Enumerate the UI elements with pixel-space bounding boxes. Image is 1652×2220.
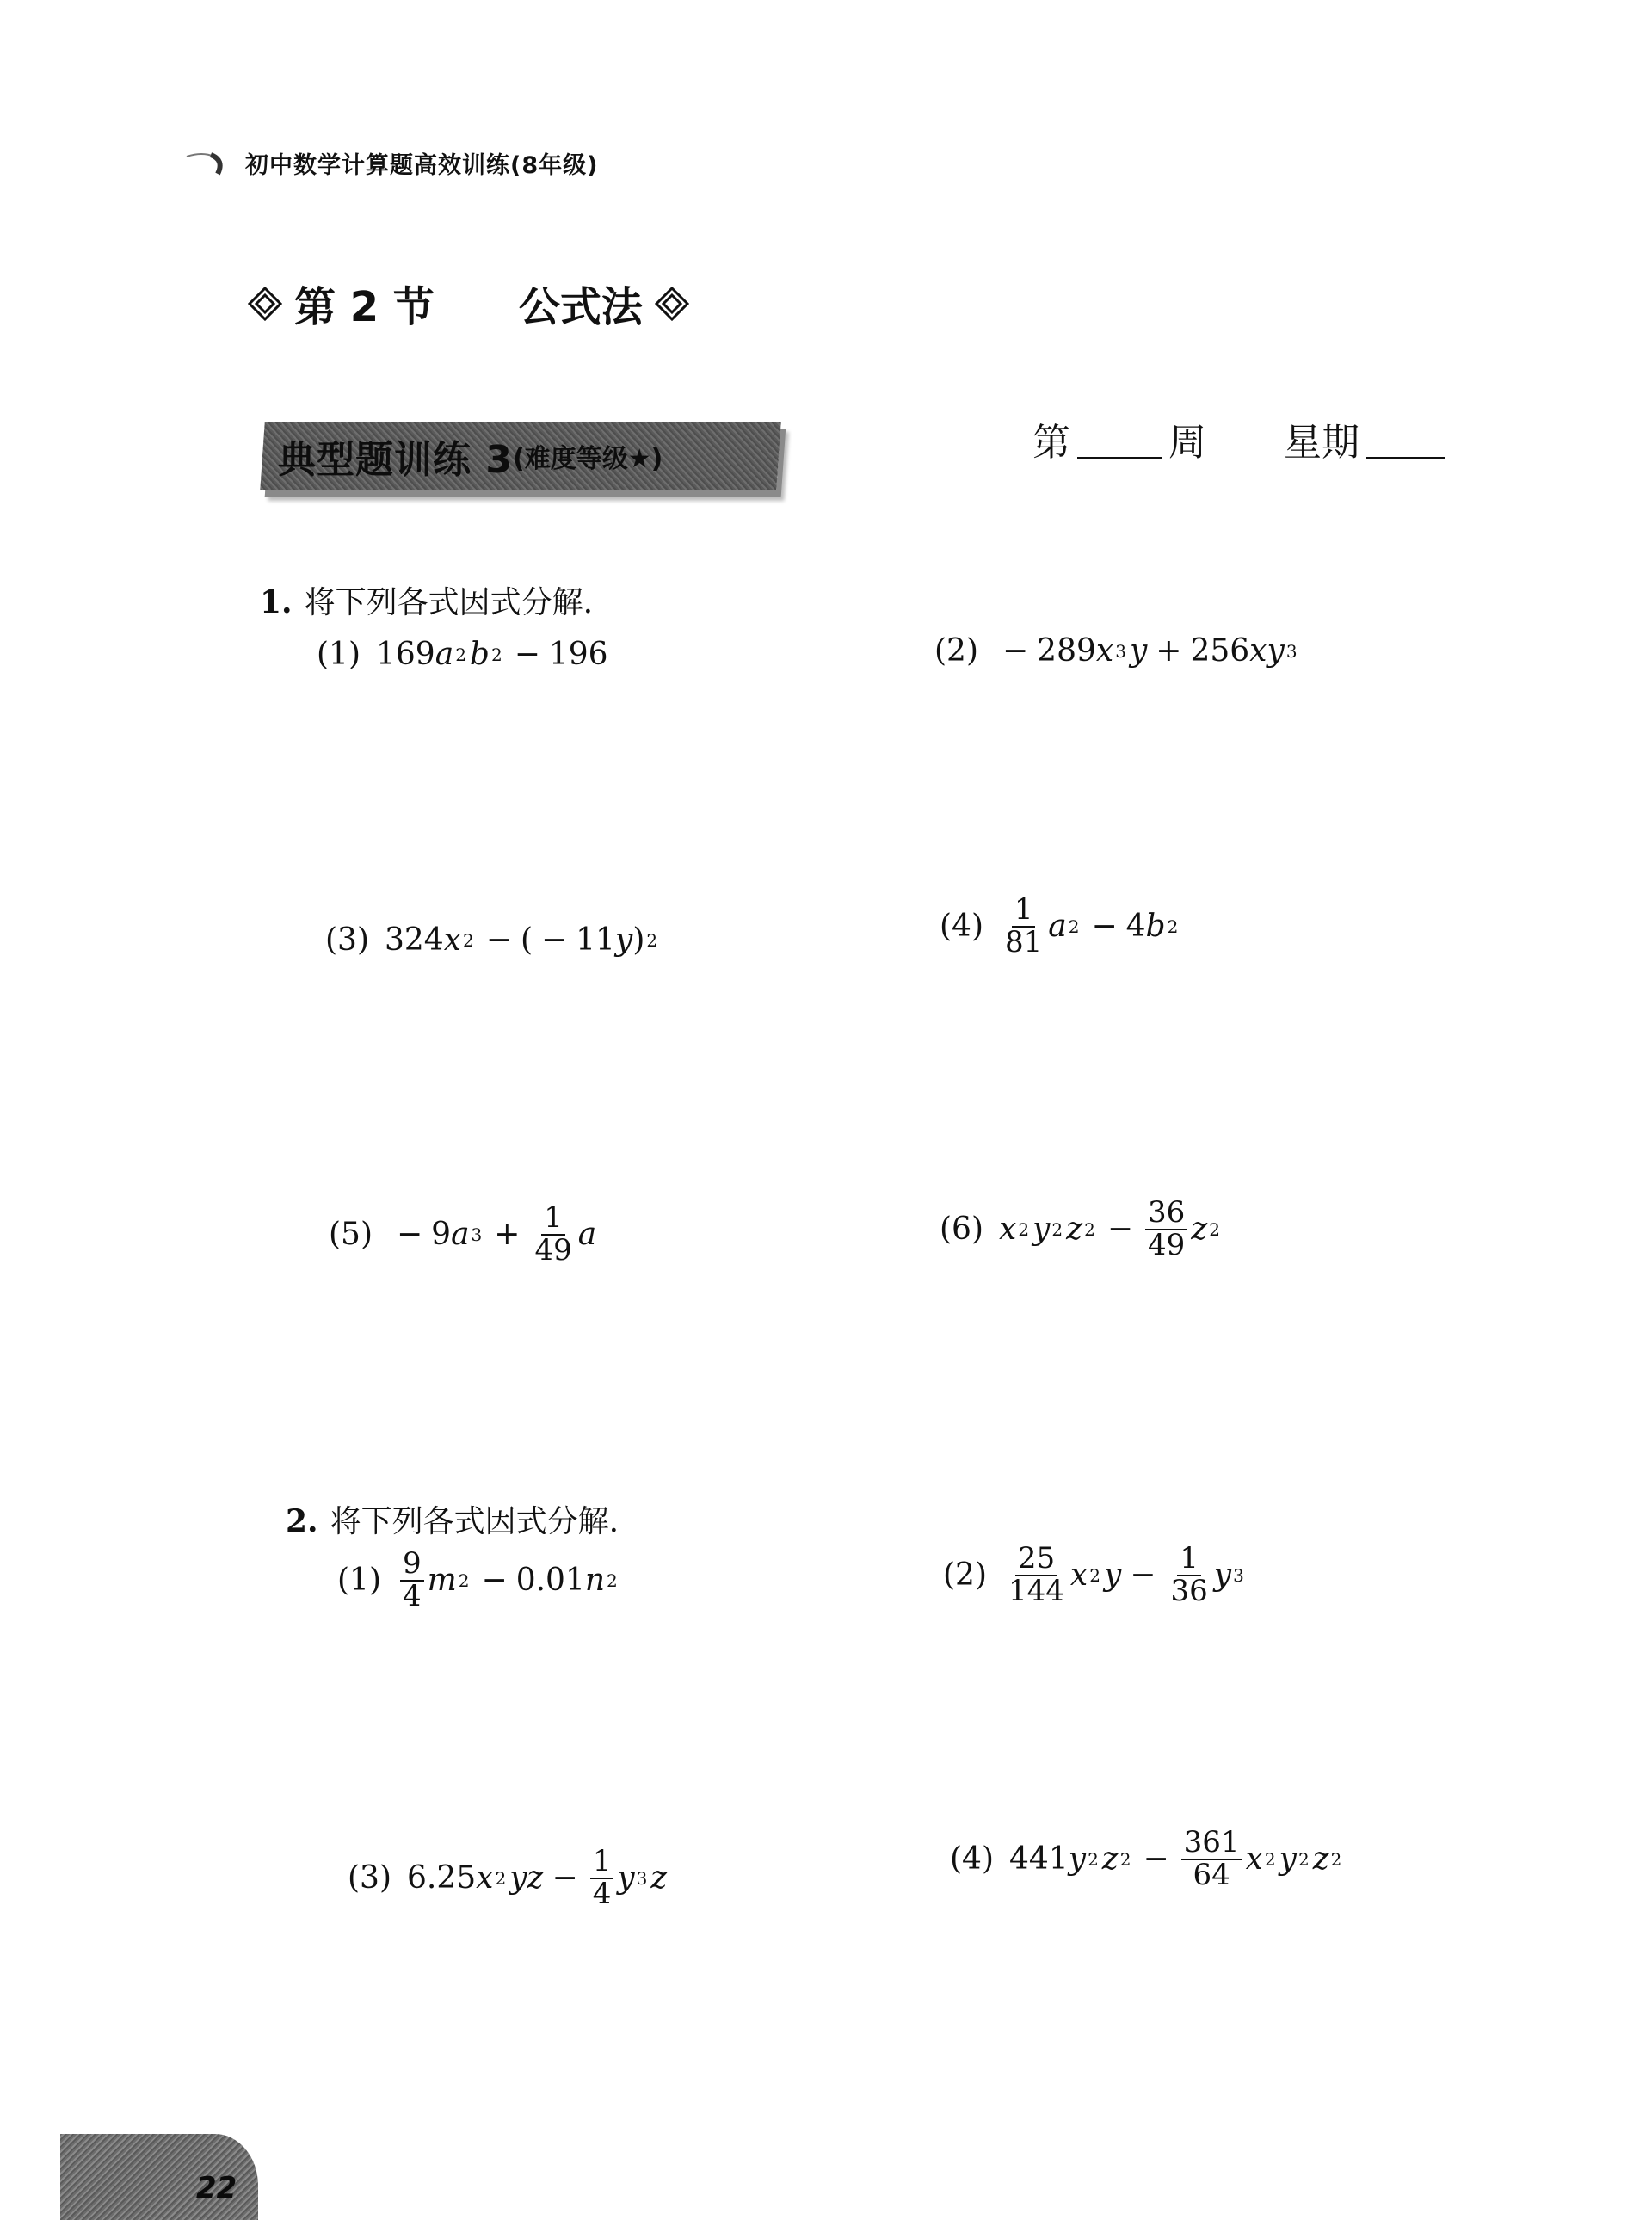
question-number: 2.: [286, 1503, 318, 1539]
difficulty-label: (难度等级★): [512, 444, 663, 474]
week-blank[interactable]: [1077, 457, 1162, 459]
fraction: $\frac{25}{144}$: [1008, 1541, 1064, 1608]
page-number: 22: [196, 2171, 237, 2205]
day-blank[interactable]: [1366, 457, 1446, 459]
problem-1-2: [934, 633, 1301, 669]
fraction: $\frac{1}{4}$: [590, 1847, 614, 1909]
day-label: 星期: [1284, 421, 1359, 465]
problem-1-1: [317, 637, 608, 672]
problem-label: (1): [337, 1563, 381, 1599]
question-2-heading: [286, 1497, 619, 1541]
math-expression: − 289 x 3 y + 256 x y 3: [1002, 633, 1298, 669]
fraction: $\frac{1}{49}$: [534, 1200, 572, 1267]
problem-1-4: [940, 892, 1181, 959]
math-expression: 6.25 x 2 y z − $\frac{1}{4}$ y 3 z: [407, 1844, 668, 1911]
problem-2-1: [337, 1546, 621, 1613]
diamond-ornament-icon: [655, 287, 689, 321]
problem-label: (2): [943, 1557, 987, 1594]
problem-1-6: [940, 1195, 1224, 1262]
week-prefix: 第: [1032, 421, 1070, 465]
fraction: $\frac{1}{36}$: [1170, 1541, 1208, 1608]
problem-label: (4): [940, 909, 983, 945]
math-expression: $\frac{25}{144}$ x 2 y − $\frac{1}{36}$ y 3: [1002, 1544, 1248, 1606]
problem-1-5: [329, 1200, 597, 1267]
running-header: [185, 146, 598, 180]
math-expression: x 2 y 2 z 2 − $\frac{36}{49}$ z 2: [999, 1195, 1220, 1262]
question-prompt: 将下列各式因式分解.: [330, 1504, 620, 1539]
math-expression: − 9 a 3 + $\frac{1}{49}$ a: [397, 1200, 597, 1267]
fraction: $\frac{9}{4}$: [400, 1549, 424, 1612]
math-expression: $\frac{9}{4}$ m 2 − 0.01 n 2: [397, 1549, 621, 1612]
question-prompt: 将下列各式因式分解.: [304, 585, 594, 620]
math-expression: 169 a 2 b 2 − 196: [376, 637, 608, 672]
question-number: 1.: [260, 584, 293, 620]
section-chapter: 第 2 节: [294, 283, 435, 331]
problem-1-3: [325, 922, 661, 958]
swoosh-arrow-icon: [185, 150, 230, 177]
problem-label: (3): [348, 1860, 391, 1896]
problem-label: (6): [940, 1212, 983, 1248]
exercise-banner: [260, 422, 781, 490]
schedule-fields: [1032, 411, 1452, 466]
math-expression: 324 x 2 − ( − 11 y ) 2: [385, 922, 658, 958]
section-topic: 公式法: [518, 283, 643, 331]
banner-title: 典型题训练 3: [278, 438, 513, 482]
diamond-ornament-icon: [248, 287, 282, 321]
math-expression: 441 y 2 z 2 − $\frac{361}{64}$ x 2 y 2 z 2: [1009, 1825, 1342, 1892]
problem-2-4: [950, 1825, 1345, 1892]
problem-label: (2): [934, 633, 978, 669]
fraction: $\frac{36}{49}$: [1145, 1198, 1187, 1261]
problem-label: (5): [329, 1217, 373, 1253]
math-expression: $\frac{1}{81}$ a 2 − 4 b 2: [999, 895, 1181, 958]
problem-label: (1): [317, 637, 361, 672]
problem-2-2: [943, 1541, 1248, 1608]
problem-label: (4): [950, 1841, 994, 1878]
fraction: $\frac{361}{64}$: [1181, 1828, 1242, 1890]
book-title: 初中数学计算题高效训练(8年级): [245, 152, 599, 179]
problem-2-3: [348, 1844, 668, 1911]
section-title: [248, 274, 689, 333]
question-1-heading: [260, 578, 593, 622]
fraction: $\frac{1}{81}$: [1005, 892, 1043, 959]
problem-label: (3): [325, 922, 369, 958]
week-suffix: 周: [1168, 421, 1206, 465]
